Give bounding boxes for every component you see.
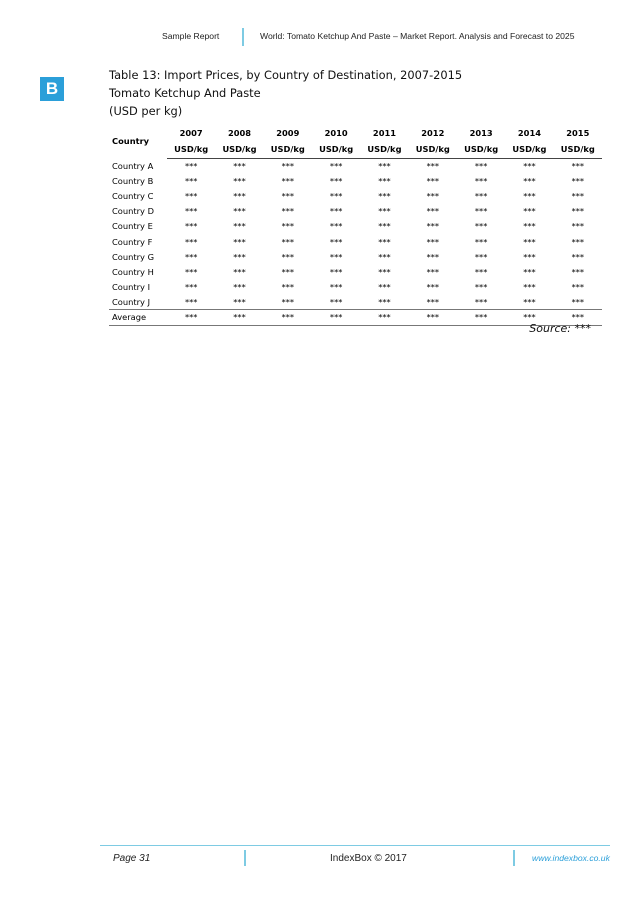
unit-header: USD/kg <box>360 141 408 158</box>
table-row <box>109 234 602 249</box>
price-cell: *** <box>571 251 585 262</box>
import-prices-table <box>109 124 602 326</box>
table-subtitle: Tomato Ketchup And Paste <box>109 86 261 100</box>
price-cell: *** <box>571 282 585 293</box>
price-cell: *** <box>571 236 585 247</box>
price-cell: *** <box>184 190 198 201</box>
price-cell: *** <box>329 206 343 217</box>
price-cell: *** <box>329 221 343 232</box>
price-cell: *** <box>378 190 391 201</box>
country-name: Country D <box>112 206 154 217</box>
price-cell: *** <box>215 310 263 325</box>
price-cell: *** <box>233 251 246 262</box>
price-cell: *** <box>233 282 246 293</box>
page-number: Page 31 <box>113 853 151 864</box>
price-cell: *** <box>426 266 440 277</box>
price-cell: *** <box>426 175 440 186</box>
price-cell: *** <box>474 190 488 201</box>
price-cell: *** <box>329 297 343 308</box>
price-cell: *** <box>281 266 295 277</box>
price-cell: *** <box>184 206 198 217</box>
unit-header: USD/kg <box>457 141 505 158</box>
price-cell: *** <box>426 221 440 232</box>
price-cell: *** <box>571 160 585 171</box>
table-row <box>109 173 602 188</box>
price-cell: *** <box>426 160 440 171</box>
price-cell: *** <box>281 175 295 186</box>
price-cell: *** <box>264 310 312 325</box>
average-row <box>109 310 602 325</box>
price-cell: *** <box>457 310 505 325</box>
table-row <box>109 249 602 264</box>
price-cell: *** <box>523 175 536 186</box>
price-cell: *** <box>184 160 198 171</box>
price-cell: *** <box>474 251 488 262</box>
header-report-title: World: Tomato Ketchup And Paste – Market Report. Analysis and Forecast to 2025 <box>260 31 575 41</box>
unit-header: USD/kg <box>554 141 602 158</box>
price-cell: *** <box>233 190 246 201</box>
country-name: Country A <box>112 160 154 171</box>
price-cell: *** <box>184 251 198 262</box>
price-cell: *** <box>167 310 215 325</box>
price-cell: *** <box>571 297 585 308</box>
year-header: 2013 <box>469 127 493 138</box>
price-cell: *** <box>281 282 295 293</box>
price-cell: *** <box>571 266 585 277</box>
country-name: Country B <box>112 175 154 186</box>
unit-header: USD/kg <box>312 141 360 158</box>
price-cell: *** <box>281 236 295 247</box>
table-body <box>109 158 602 325</box>
price-cell: *** <box>329 236 343 247</box>
price-cell: *** <box>505 310 553 325</box>
price-cell: *** <box>360 310 408 325</box>
price-cell: *** <box>281 160 295 171</box>
price-cell: *** <box>378 266 391 277</box>
table-units: (USD per kg) <box>109 104 183 118</box>
price-cell: *** <box>474 282 488 293</box>
price-cell: *** <box>426 190 440 201</box>
header-divider <box>242 28 244 46</box>
footer-divider <box>244 850 246 866</box>
price-cell: *** <box>184 175 198 186</box>
price-cell: *** <box>426 236 440 247</box>
year-header: 2007 <box>179 127 203 138</box>
table-title-block <box>109 66 462 120</box>
price-cell: *** <box>184 266 198 277</box>
price-cell: *** <box>312 310 360 325</box>
header-report-type: Sample Report <box>162 31 220 41</box>
price-cell: *** <box>329 266 343 277</box>
country-name: Country E <box>112 221 153 232</box>
price-cell: *** <box>426 297 440 308</box>
price-cell: *** <box>378 297 391 308</box>
price-cell: *** <box>329 175 343 186</box>
price-cell: *** <box>426 206 440 217</box>
unit-header: USD/kg <box>215 141 263 158</box>
price-cell: *** <box>378 236 391 247</box>
price-cell: *** <box>523 190 536 201</box>
price-cell: *** <box>233 297 246 308</box>
source-note: Source: *** <box>529 322 591 335</box>
table-row <box>109 219 602 234</box>
price-cell: *** <box>184 297 198 308</box>
country-name: Country F <box>112 236 153 247</box>
price-cell: *** <box>474 160 488 171</box>
price-cell: *** <box>554 310 602 325</box>
price-cell: *** <box>523 160 536 171</box>
unit-header: USD/kg <box>167 141 215 158</box>
year-header: 2015 <box>566 127 590 138</box>
price-cell: *** <box>281 206 295 217</box>
price-cell: *** <box>523 221 536 232</box>
price-cell: *** <box>233 175 246 186</box>
price-cell: *** <box>378 160 391 171</box>
price-cell: *** <box>329 251 343 262</box>
price-cell: *** <box>523 297 536 308</box>
price-cell: *** <box>474 175 488 186</box>
price-cell: *** <box>378 282 391 293</box>
table-row <box>109 158 602 173</box>
table-row <box>109 204 602 219</box>
price-cell: *** <box>474 297 488 308</box>
price-cell: *** <box>378 206 391 217</box>
year-header: 2009 <box>276 127 300 138</box>
country-name: Country H <box>112 266 154 277</box>
price-cell: *** <box>523 236 536 247</box>
price-cell: *** <box>233 206 246 217</box>
price-cell: *** <box>474 221 488 232</box>
price-cell: *** <box>426 282 440 293</box>
footer-rule <box>100 845 610 846</box>
indexbox-logo: B <box>40 77 64 101</box>
price-cell: *** <box>329 190 343 201</box>
price-cell: *** <box>571 221 585 232</box>
table-row <box>109 280 602 295</box>
price-cell: *** <box>281 221 295 232</box>
year-header: 2011 <box>372 127 397 138</box>
year-header: 2010 <box>324 127 348 138</box>
unit-header: USD/kg <box>409 141 457 158</box>
price-cell: *** <box>281 190 295 201</box>
price-cell: *** <box>571 190 585 201</box>
price-cell: *** <box>329 160 343 171</box>
price-cell: *** <box>184 282 198 293</box>
year-header-row <box>109 124 602 141</box>
table-title: Table 13: Import Prices, by Country of Destination, 2007-2015 <box>109 68 463 82</box>
price-cell: *** <box>233 221 246 232</box>
price-cell: *** <box>233 160 246 171</box>
price-cell: *** <box>409 310 457 325</box>
price-cell: *** <box>426 251 440 262</box>
unit-header: USD/kg <box>264 141 312 158</box>
price-cell: *** <box>523 282 536 293</box>
table-row <box>109 295 602 310</box>
year-header: 2014 <box>517 127 541 138</box>
price-cell: *** <box>378 221 391 232</box>
country-name: Country G <box>112 251 155 262</box>
year-header: 2012 <box>421 127 445 138</box>
country-name: Country I <box>112 282 151 293</box>
country-name: Country C <box>112 190 154 201</box>
price-cell: *** <box>523 251 536 262</box>
unit-header-row <box>109 141 602 158</box>
price-cell: *** <box>233 266 246 277</box>
price-cell: *** <box>378 175 391 186</box>
price-cell: *** <box>523 266 536 277</box>
price-cell: *** <box>233 236 246 247</box>
price-cell: *** <box>523 206 536 217</box>
footer-divider <box>513 850 515 866</box>
country-name: Average <box>109 310 167 325</box>
price-cell: *** <box>571 175 585 186</box>
table-row <box>109 264 602 279</box>
price-cell: *** <box>571 206 585 217</box>
price-cell: *** <box>474 236 488 247</box>
price-cell: *** <box>184 221 198 232</box>
table-row <box>109 188 602 203</box>
price-cell: *** <box>329 282 343 293</box>
footer-copyright: IndexBox © 2017 <box>330 853 407 864</box>
country-name: Country J <box>112 297 151 308</box>
price-cell: *** <box>281 251 295 262</box>
price-cell: *** <box>474 266 488 277</box>
year-header: 2008 <box>227 127 252 138</box>
price-cell: *** <box>474 206 488 217</box>
footer-website-link[interactable]: www.indexbox.co.uk <box>532 853 610 863</box>
price-cell: *** <box>281 297 295 308</box>
country-column-header: Country <box>112 136 150 146</box>
price-cell: *** <box>184 236 198 247</box>
unit-header: USD/kg <box>505 141 553 158</box>
price-cell: *** <box>378 251 391 262</box>
